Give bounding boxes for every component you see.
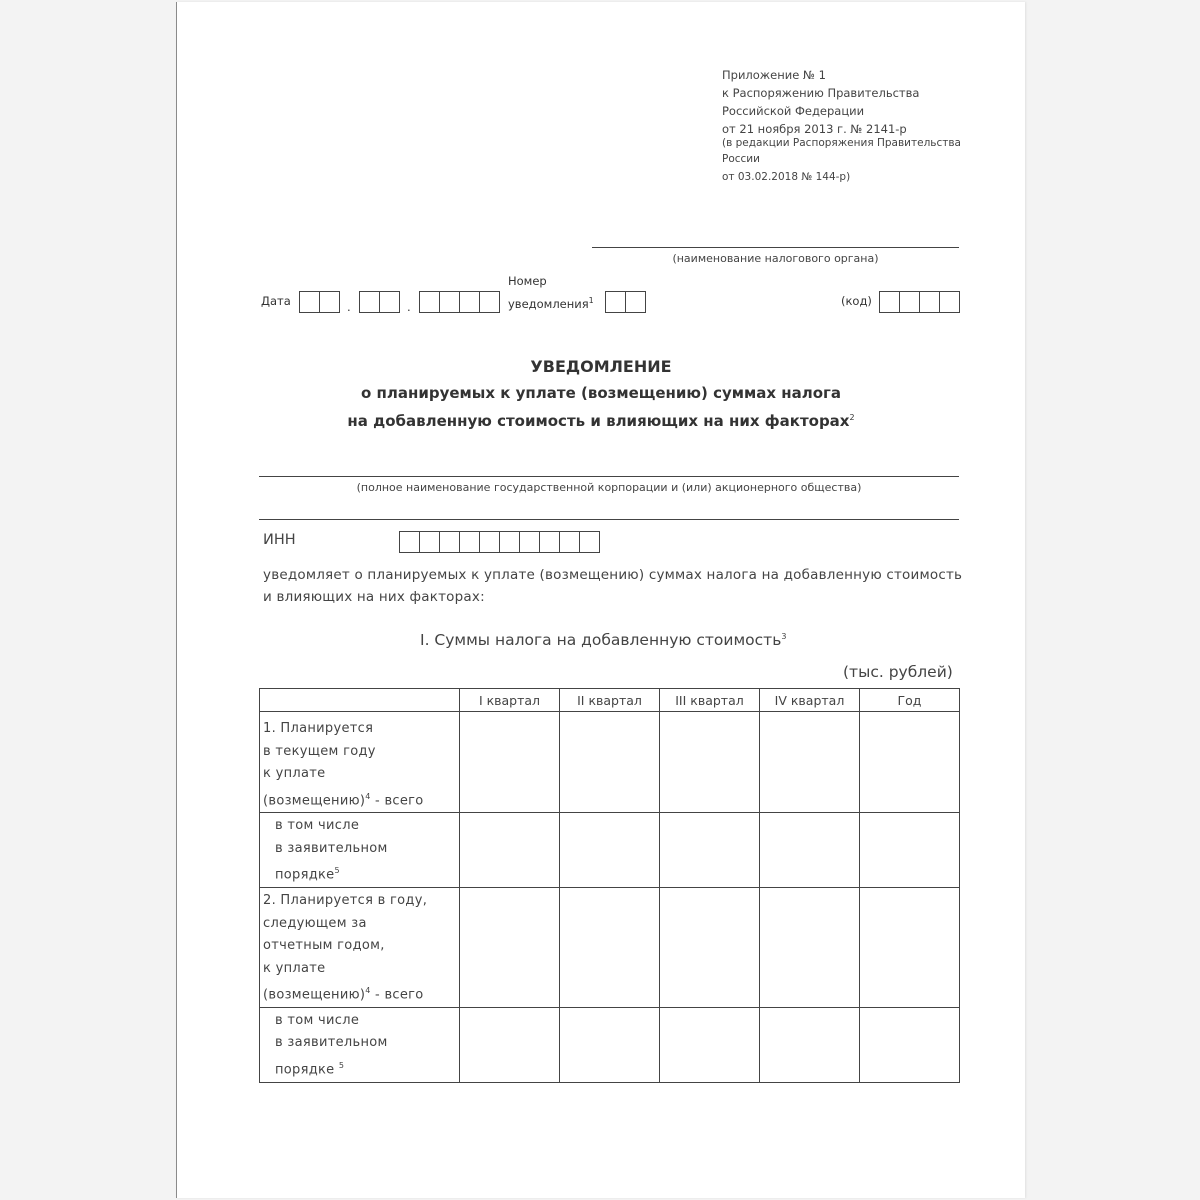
date-label: Дата bbox=[261, 294, 291, 308]
appendix-line: России bbox=[722, 153, 760, 165]
row-label-text: (возмещению) bbox=[263, 987, 366, 1003]
col-header-year: Год bbox=[860, 689, 960, 712]
footnote-marker: 3 bbox=[781, 631, 787, 641]
footnote-marker: 5 bbox=[338, 1060, 345, 1070]
cell-q3[interactable] bbox=[660, 712, 760, 813]
notice-text-line: уведомляет о планируемых к уплате (возмещению) суммах налога на добавленную стоимость bbox=[263, 567, 963, 583]
tax-authority-caption: (наименование налогового органа) bbox=[672, 252, 879, 265]
row-label-line: к уплате bbox=[263, 960, 326, 976]
date-year-field[interactable] bbox=[419, 291, 500, 313]
cell-q3[interactable] bbox=[660, 888, 760, 1008]
notice-number-field[interactable] bbox=[605, 291, 646, 313]
row-label-line: 2. Планируется в году, bbox=[263, 893, 428, 909]
cell-q4[interactable] bbox=[760, 1007, 860, 1082]
org-name-caption: (полное наименование государственной корпорации и (или) акционерного общества) bbox=[356, 481, 862, 494]
appendix-line: Российской Федерации bbox=[722, 104, 865, 118]
document-subtitle-2 bbox=[177, 412, 1025, 430]
cell-q4[interactable] bbox=[760, 712, 860, 813]
row-label-line: в заявительном bbox=[275, 1035, 388, 1051]
tax-authority-line bbox=[592, 247, 959, 248]
appendix-line: Приложение № 1 bbox=[722, 68, 826, 82]
table-row bbox=[260, 1007, 960, 1082]
row-label-line bbox=[275, 1055, 459, 1082]
section-title-text: I. Суммы налога на добавленную стоимость bbox=[420, 631, 782, 649]
cell-year[interactable] bbox=[860, 712, 960, 813]
table-header-corner bbox=[260, 689, 460, 712]
table-header-row bbox=[260, 689, 960, 712]
date-month-field[interactable] bbox=[359, 291, 400, 313]
section-title bbox=[420, 631, 786, 649]
notice-text bbox=[263, 564, 962, 608]
row-label-line bbox=[275, 860, 459, 887]
row-label bbox=[260, 712, 460, 813]
cell-q2[interactable] bbox=[560, 1007, 660, 1082]
col-header-q4: IV квартал bbox=[760, 689, 860, 712]
cell-q1[interactable] bbox=[460, 712, 560, 813]
table-row bbox=[260, 813, 960, 888]
document-subtitle-2-text: на добавленную стоимость и влияющих на них факторах bbox=[347, 412, 850, 430]
row-label-tail: - всего bbox=[370, 987, 424, 1003]
row-label bbox=[260, 1007, 460, 1082]
row-label-line: следующем за bbox=[263, 915, 367, 931]
row-label-text: (возмещению) bbox=[263, 792, 366, 808]
row-label-line bbox=[263, 980, 459, 1007]
appendix-line: от 21 ноября 2013 г. № 2141-р bbox=[722, 122, 907, 136]
document-title: УВЕДОМЛЕНИЕ bbox=[530, 357, 672, 376]
appendix-line: от 03.02.2018 № 144-р) bbox=[722, 171, 851, 183]
cell-q1[interactable] bbox=[460, 888, 560, 1008]
cell-q4[interactable] bbox=[760, 813, 860, 888]
cell-q1[interactable] bbox=[460, 1007, 560, 1082]
row-label-tail: - всего bbox=[370, 792, 424, 808]
org-name-line-2 bbox=[259, 519, 959, 520]
table-row bbox=[260, 712, 960, 813]
units-label: (тыс. рублей) bbox=[843, 663, 953, 681]
cell-year[interactable] bbox=[860, 813, 960, 888]
row-label-line: к уплате bbox=[263, 766, 326, 781]
row-label-text: порядке bbox=[275, 1062, 339, 1078]
document-page bbox=[176, 2, 1025, 1198]
footnote-marker: 5 bbox=[334, 866, 340, 876]
row-label-line: в заявительном bbox=[275, 840, 388, 856]
col-header-q3: III квартал bbox=[660, 689, 760, 712]
row-label-line: в том числе bbox=[275, 818, 360, 834]
row-label bbox=[260, 813, 460, 888]
col-header-q1: I квартал bbox=[460, 689, 560, 712]
row-label-line: отчетным годом, bbox=[263, 938, 385, 954]
row-label bbox=[260, 888, 460, 1008]
document-subtitle: о планируемых к уплате (возмещению) суммах налога bbox=[360, 384, 842, 402]
cell-q3[interactable] bbox=[660, 813, 760, 888]
date-day-field[interactable] bbox=[299, 291, 340, 313]
org-name-line bbox=[259, 476, 959, 477]
tax-sums-table bbox=[259, 688, 960, 1083]
cell-q4[interactable] bbox=[760, 888, 860, 1008]
row-label-line: в том числе bbox=[275, 1012, 360, 1028]
notice-text-line: и влияющих на них факторах: bbox=[263, 589, 485, 605]
code-label: (код) bbox=[841, 294, 872, 308]
col-header-q2: II квартал bbox=[560, 689, 660, 712]
code-field[interactable] bbox=[879, 291, 960, 313]
footnote-marker: 4 bbox=[365, 986, 371, 996]
cell-q1[interactable] bbox=[460, 813, 560, 888]
notice-number-label bbox=[508, 292, 594, 313]
footnote-marker: 2 bbox=[849, 413, 855, 422]
row-label-text: порядке bbox=[275, 867, 335, 883]
inn-label: ИНН bbox=[263, 532, 296, 548]
appendix-block bbox=[722, 66, 961, 186]
cell-year[interactable] bbox=[860, 888, 960, 1008]
date-separator: . bbox=[347, 300, 351, 314]
footnote-marker: 1 bbox=[588, 296, 594, 305]
row-label-line: 1. Планируется bbox=[263, 721, 374, 736]
row-label-line bbox=[263, 786, 459, 813]
notice-number-label-text: уведомления bbox=[508, 296, 589, 311]
date-separator: . bbox=[407, 300, 411, 314]
cell-q2[interactable] bbox=[560, 712, 660, 813]
inn-field[interactable] bbox=[399, 531, 600, 553]
row-label-line: в текущем году bbox=[263, 743, 376, 759]
cell-q2[interactable] bbox=[560, 813, 660, 888]
cell-q3[interactable] bbox=[660, 1007, 760, 1082]
appendix-line: к Распоряжению Правительства bbox=[722, 86, 920, 100]
appendix-line: (в редакции Распоряжения Правительства bbox=[722, 137, 961, 149]
table-row bbox=[260, 888, 960, 1008]
notice-number-label-top: Номер bbox=[508, 274, 547, 288]
cell-q2[interactable] bbox=[560, 888, 660, 1008]
cell-year[interactable] bbox=[860, 1007, 960, 1082]
footnote-marker: 4 bbox=[365, 791, 371, 801]
